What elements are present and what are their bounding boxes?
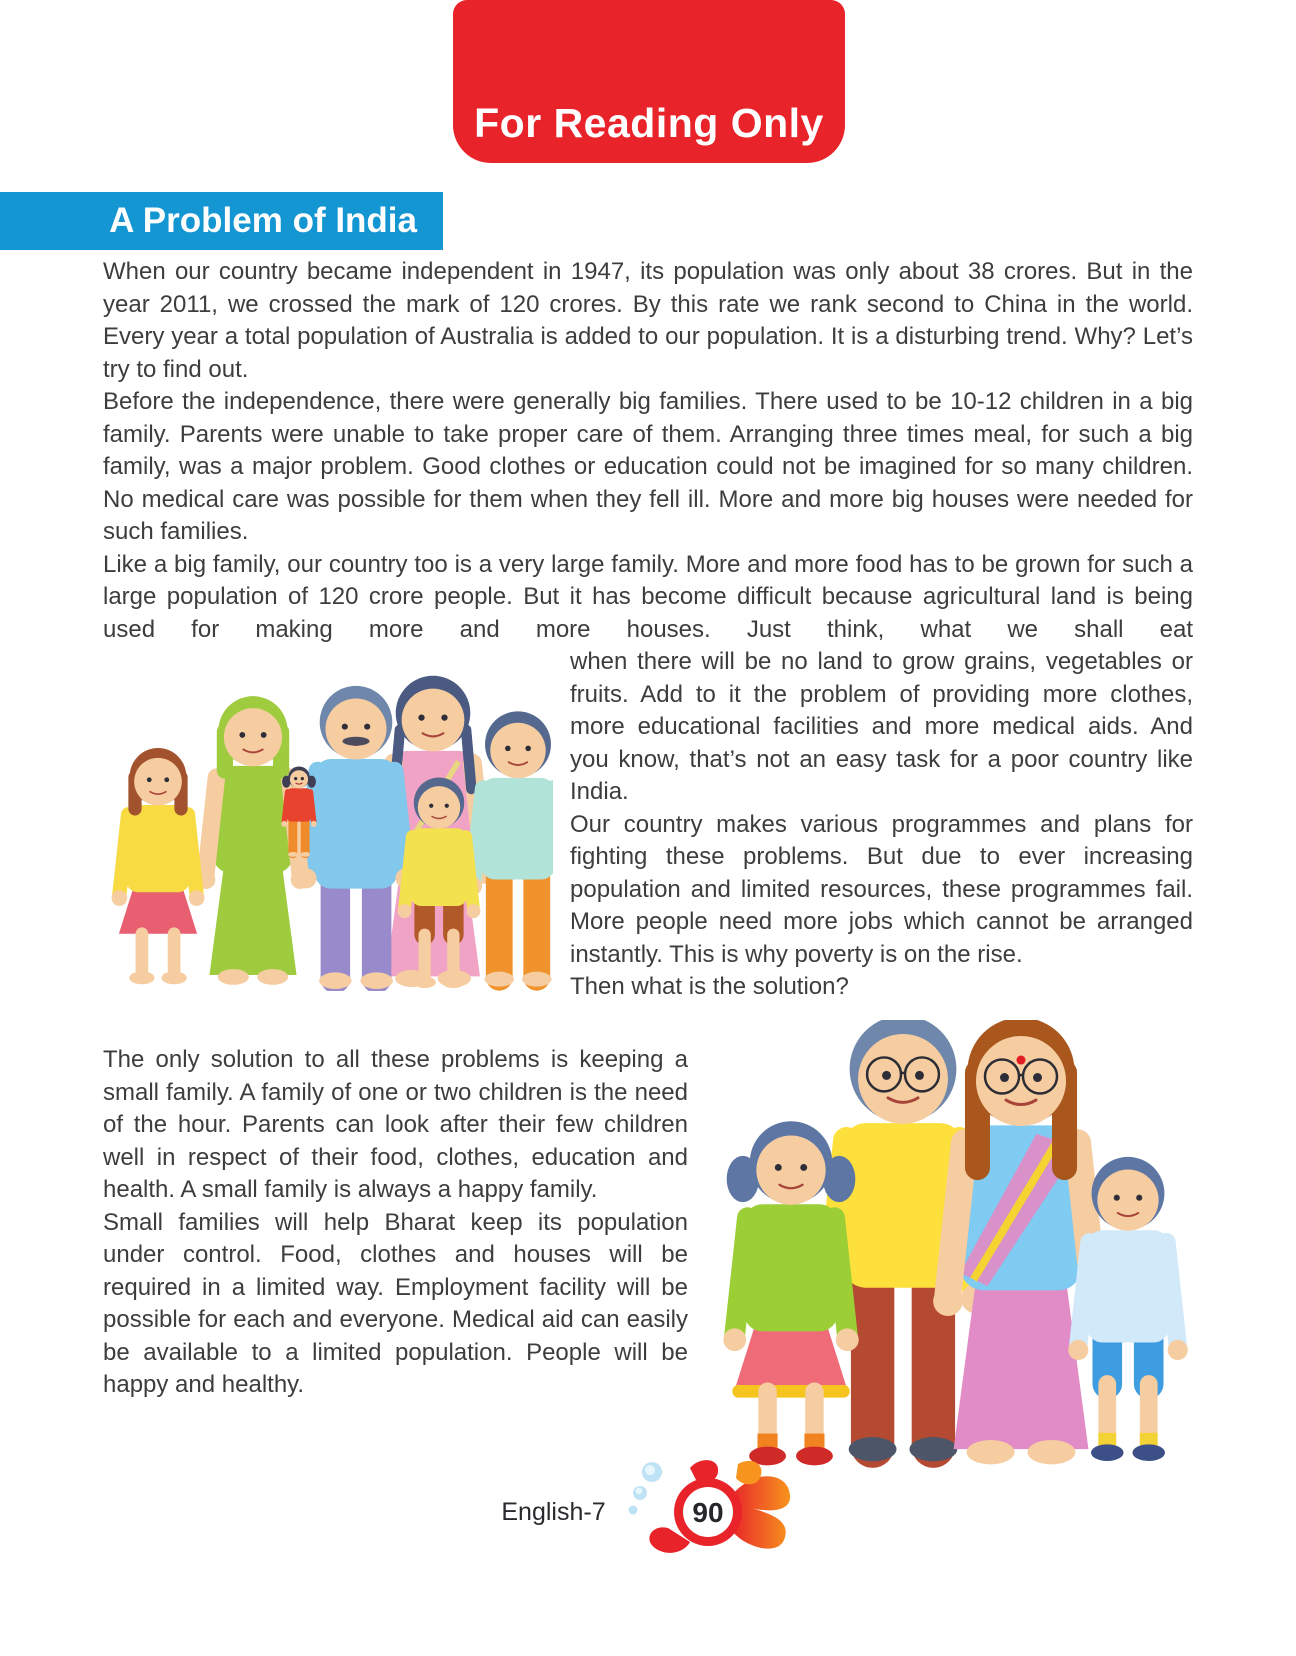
girl-yellow-shirt bbox=[112, 748, 205, 984]
page-footer bbox=[0, 1448, 1296, 1563]
paragraph-3-top: Like a big family, our country too is a very large family. More and more food has to be grown for such a large population of 120 crore people. But it has become difficult because agricultural land is being used for making more and more houses. Just think, what we shall eat bbox=[103, 550, 1193, 643]
book-title: English-7 bbox=[501, 1498, 606, 1526]
small-family-drawing bbox=[713, 1020, 1193, 1475]
paragraph-6: Small families will help Bharat keep its population under control. Food, clothes and houses will be required in a limited way. Employment facility will be possible for each and everyone. Medical aid can easily be available to a limited population. People will be happy and healthy. bbox=[103, 1208, 688, 1398]
paragraph-2: Before the independence, there were generally big families. There used to be 10-12 children in a big family. Parents were unable to take proper care of them. Arranging three times meal, for such a big family, was a major problem. Good clothes or education could not be imagined for so many children. No medical care was possible for them when they fell ill. More and more big houses were needed for such families. bbox=[103, 388, 1193, 545]
paragraph-3-wrapped: when there will be no land to grow grains, vegetables or fruits. Add to it the problem of providing more clothes, more educational facilities and more medical aids. And you know, that’s not an easy task for a poor country like India. bbox=[570, 648, 1193, 805]
paragraph-4-last-line: Then what is the solution? bbox=[570, 973, 849, 1000]
section-title: A Problem of India bbox=[109, 201, 417, 240]
paragraph-5: The only solution to all these problems is keeping a small family. A family of one or two children is the need of the hour. Parents can look after their few children well in respect of their food, clothes, education and health. A small family is always a happy family. bbox=[103, 1046, 688, 1203]
big-family-drawing bbox=[103, 646, 553, 991]
fish-icon bbox=[649, 1460, 790, 1553]
paragraph-1: When our country became independent in 1947, its population was only about 38 crores. But in the year 2011, we crossed the mark of 120 crores. By this rate we rank second to China in the world. Every year a total population of Australia is added to our population. It is a disturbing trend. Why? Let’s try to find out. bbox=[103, 258, 1193, 383]
text-wrap-section-1 bbox=[103, 549, 1193, 1045]
for-reading-only-banner bbox=[453, 0, 845, 163]
page-number: 90 bbox=[692, 1496, 724, 1528]
fish-page-badge bbox=[620, 1450, 795, 1562]
section-heading-bar bbox=[0, 192, 443, 250]
boy-teal-shirt bbox=[464, 711, 553, 986]
paragraph-4: Our country makes various programmes and plans for fighting these problems. But due to ever increasing population and limited resources, these programmes fail. More people need more jobs which cannot be arranged instantly. This is why poverty is on the rise. bbox=[570, 810, 1193, 968]
bubbles-icon bbox=[628, 1462, 662, 1515]
small-family-illustration bbox=[713, 1020, 1193, 1452]
girl-pigtails bbox=[723, 1121, 858, 1465]
big-family-illustration bbox=[103, 646, 570, 1044]
reading-passage bbox=[103, 256, 1193, 1452]
banner-label: For Reading Only bbox=[474, 100, 824, 146]
text-wrap-section-2 bbox=[103, 1044, 1193, 1452]
